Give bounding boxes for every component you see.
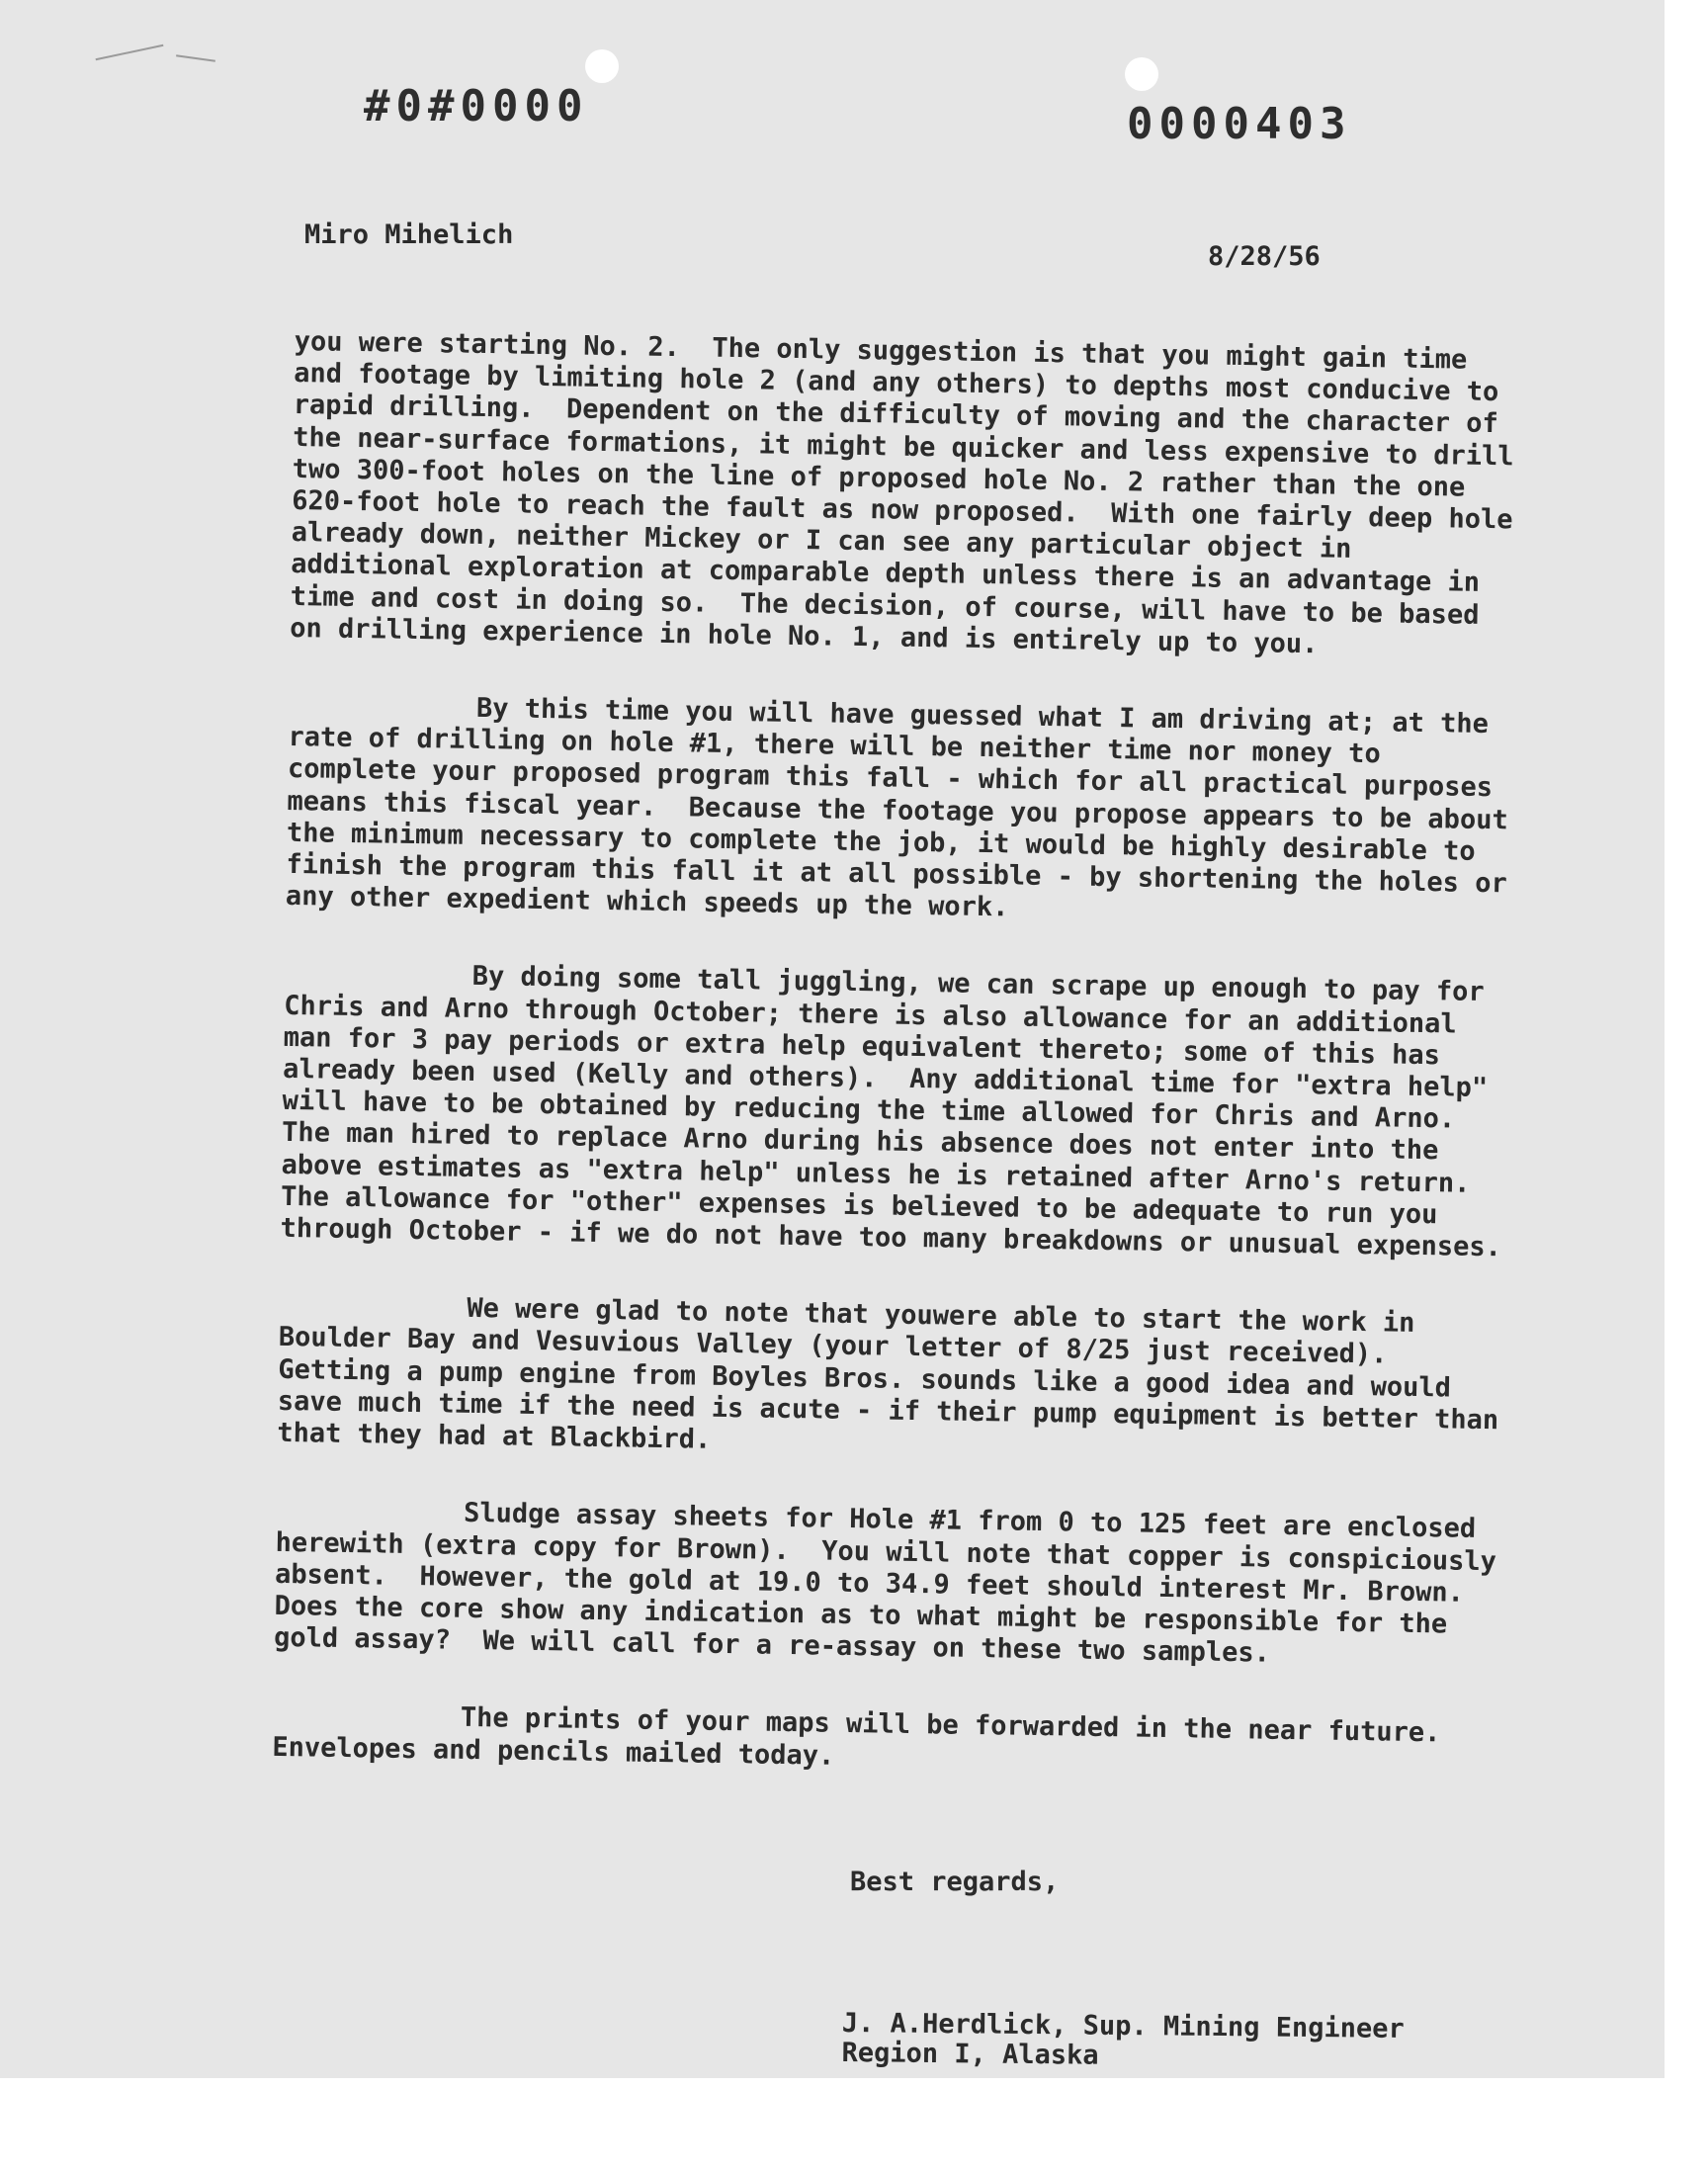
recipient-name: Miro Mihelich — [304, 219, 514, 250]
paragraph: The prints of your maps will be forwarded in the near future. Envelopes and pencils mailed today. — [272, 1702, 1474, 1772]
signature-region: Region I, Alaska — [841, 2037, 1099, 2071]
punch-hole — [1125, 57, 1158, 91]
paragraph: Sludge assay sheets for Hole #1 from 0 to 125 feet are enclosed herewith (extra copy for Brown). You will note that copper is conspiciously absent. However, the gold at 19.0 to 34.9 feet should interest Mr. Brown. Does the core show any indication as to what might be responsible for the gold assay? We will call for a re-assay on these two samples. — [273, 1498, 1513, 1669]
paragraph: By doing some tall juggling, we can scrape up enough to pay for Chris and Arno through October; there is also allowance for an additional man for 3 pay periods or extra help equivalent thereto; some of this has already been used (Kelly and others). Any additional time for "extra help" will have to be obtained by reducing the time allowed for Chris and Arno. The man hired to replace Arno during his absence does not enter into the above estimates as "extra help" unless he is retained after Arno's return. The allowance for "other" expenses is believed to be adequate to run you through October - if we do not have too many breakdowns or unusual expenses. — [280, 961, 1504, 1263]
signature-name: J. A.Herdlick, Sup. Mining Engineer — [841, 2008, 1405, 2044]
pencil-mark — [96, 44, 164, 61]
page-number-stamp: 0000403 — [1127, 99, 1352, 149]
paragraph: By this time you will have guessed what I am driving at; at the rate of drilling on hole #1, there will be neither time nor money to complete your proposed program this fall - which for all practical purposes means this fiscal year. Because the footage you propose appears to be about the minimum necessary to complete the job, it would be highly desirable to finish the program this fall it at all possible - by shortening the holes or any other expedient which speeds up the work. — [285, 692, 1525, 923]
stamp-left: #0#0000 — [364, 81, 589, 131]
paragraph: you were starting No. 2. The only suggestion is that you might gain time and footage by limiting hole 2 (and any others) to depths most conducive to rapid drilling. Dependent on the difficulty of moving and the character of the near-surface formations, it might be quicker and less expensive to drill two 300-foot holes on the line of proposed hole No. 2 rather than the one 620-foot hole to reach the fault as now proposed. With one fairly deep hole already down, neither Mickey or I can see any particular object in additional exploration at comparable depth unless there is an advantage in time and cost in doing so. The decision, of course, will have to be based on drilling experience in hole No. 1, and is entirely up to you. — [289, 326, 1531, 660]
pencil-mark — [176, 54, 215, 62]
punch-hole — [585, 49, 619, 83]
paragraph: We were glad to note that youwere able to start the work in Boulder Bay and Vesuvious Valley (your letter of 8/25 just received). Getting a pump engine from Boyles Bros. sounds like a good idea and would save much time if the need is acute - if their pump equipment is better than that they had at Blackbird. — [277, 1293, 1515, 1455]
letter-body — [271, 326, 1531, 1828]
signature-block — [841, 2009, 1405, 2074]
letter-date: 8/28/56 — [1208, 241, 1321, 272]
closing: Best regards, — [850, 1867, 1060, 1897]
